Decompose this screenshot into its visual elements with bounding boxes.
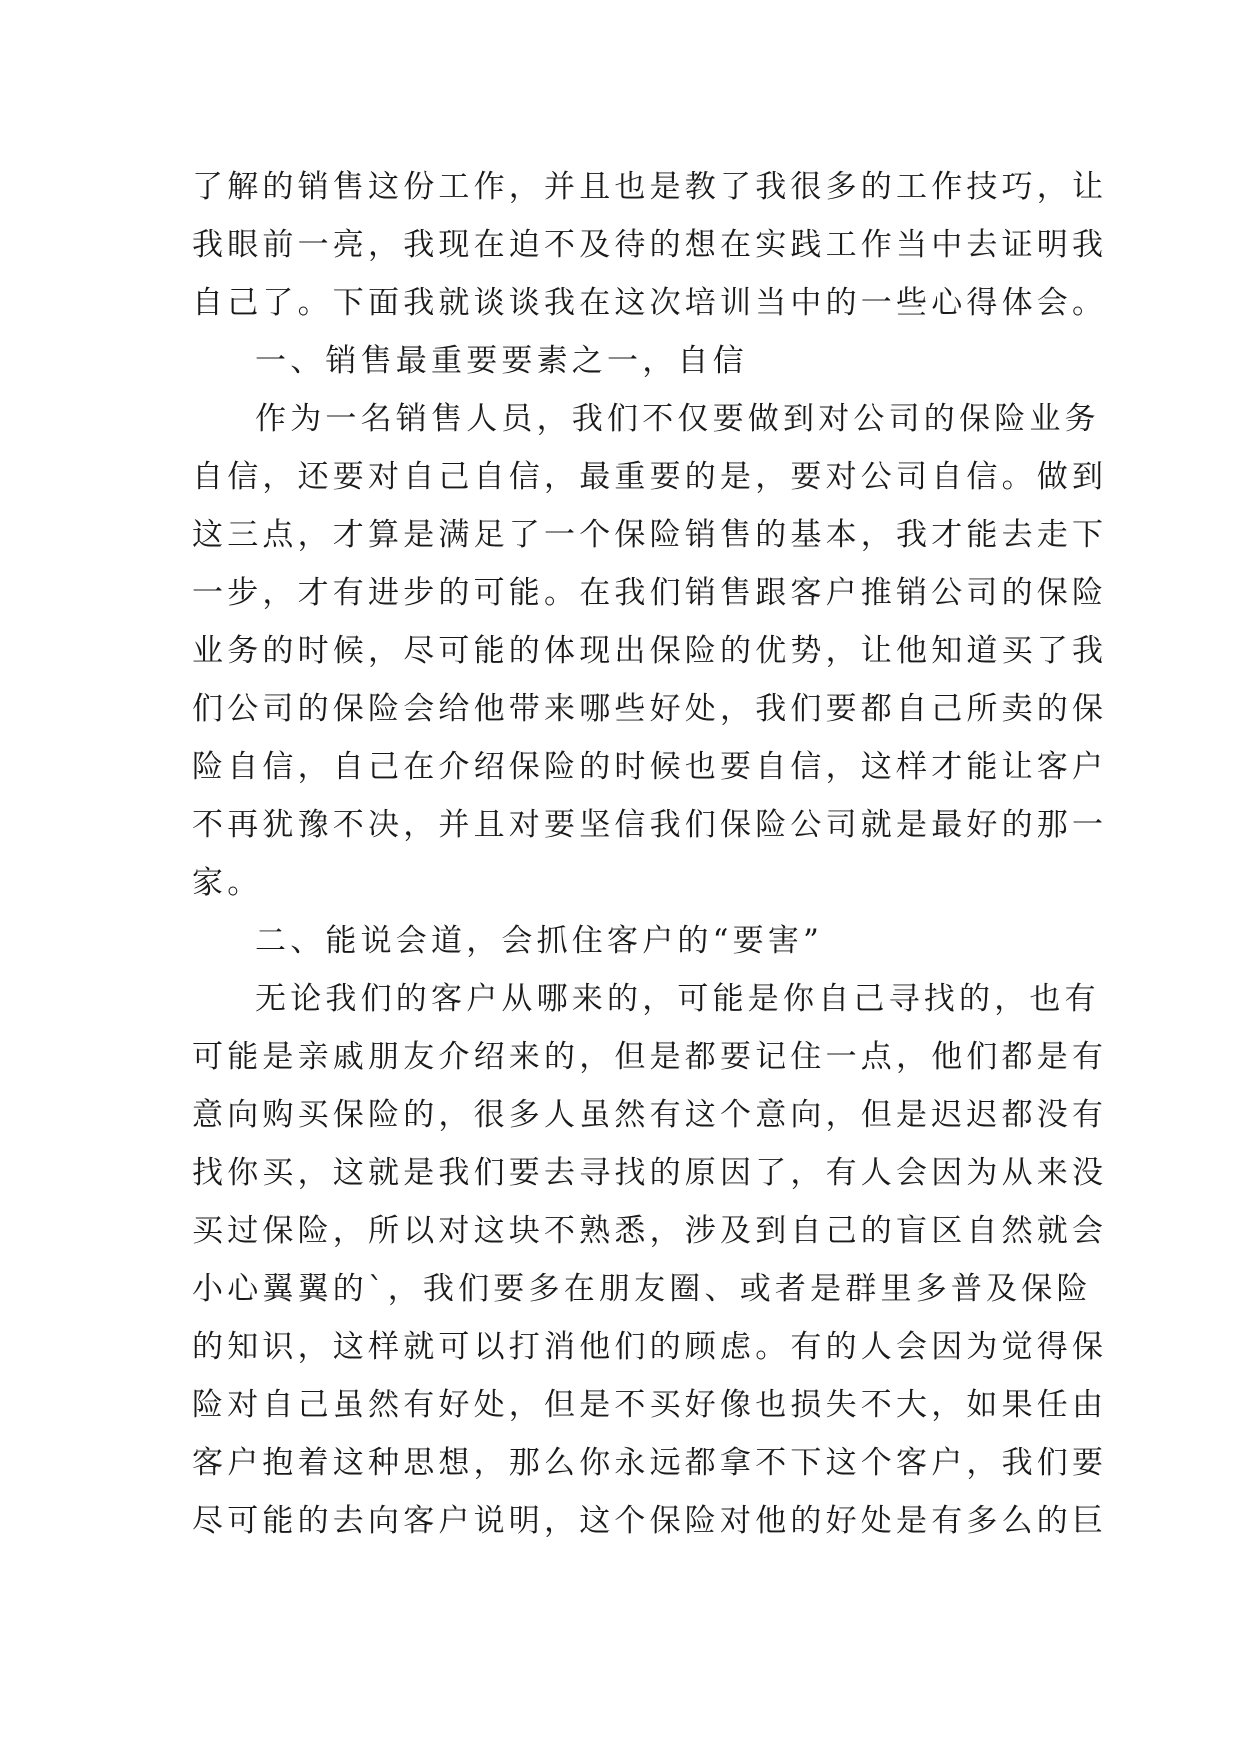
text-line: 险自信，自己在介绍保险的时候也要自信，这样才能让客户 — [192, 749, 1108, 785]
text-line: 这三点，才算是满足了一个保险销售的基本，我才能去走下 — [192, 517, 1108, 553]
text-line: 不再犹豫不决，并且对要坚信我们保险公司就是最好的那一 — [192, 807, 1108, 843]
text-line: 险对自己虽然有好处，但是不买好像也损失不大，如果任由 — [192, 1387, 1108, 1423]
text-line: 们公司的保险会给他带来哪些好处，我们要都自己所卖的保 — [192, 691, 1108, 727]
text-line: 家。 — [192, 865, 263, 901]
text-line: 业务的时候，尽可能的体现出保险的优势，让他知道买了我 — [192, 633, 1108, 669]
text-line: 的知识，这样就可以打消他们的顾虑。有的人会因为觉得保 — [192, 1329, 1108, 1365]
text-line: 买过保险，所以对这块不熟悉，涉及到自己的盲区自然就会 — [192, 1213, 1108, 1249]
text-line: 客户抱着这种思想，那么你永远都拿不下这个客户，我们要 — [192, 1445, 1108, 1481]
text-line: 小心翼翼的`，我们要多在朋友圈、或者是群里多普及保险 — [192, 1271, 1092, 1307]
text-line: 可能是亲戚朋友介绍来的，但是都要记住一点，他们都是有 — [192, 1039, 1108, 1075]
text-line: 自信，还要对自己自信，最重要的是，要对公司自信。做到 — [192, 459, 1108, 495]
text-line: 尽可能的去向客户说明，这个保险对他的好处是有多么的巨 — [192, 1503, 1108, 1539]
text-line: 意向购买保险的，很多人虽然有这个意向，但是迟迟都没有 — [192, 1097, 1108, 1133]
text-line: 自己了。下面我就谈谈我在这次培训当中的一些心得体会。 — [192, 285, 1108, 321]
text-line: 找你买，这就是我们要去寻找的原因了，有人会因为从来没 — [192, 1155, 1108, 1191]
text-line: 我眼前一亮，我现在迫不及待的想在实践工作当中去证明我 — [192, 227, 1108, 263]
text-line: 作为一名销售人员，我们不仅要做到对公司的保险业务 — [255, 401, 1100, 437]
text-line: 了解的销售这份工作，并且也是教了我很多的工作技巧，让 — [192, 169, 1108, 205]
text-line: 无论我们的客户从哪来的，可能是你自己寻找的，也有 — [255, 981, 1100, 1017]
text-line: 一步，才有进步的可能。在我们销售跟客户推销公司的保险 — [192, 575, 1108, 611]
section-heading: 一、销售最重要要素之一，自信 — [255, 343, 748, 379]
section-heading: 二、能说会道，会抓住客户的“要害” — [255, 923, 824, 959]
